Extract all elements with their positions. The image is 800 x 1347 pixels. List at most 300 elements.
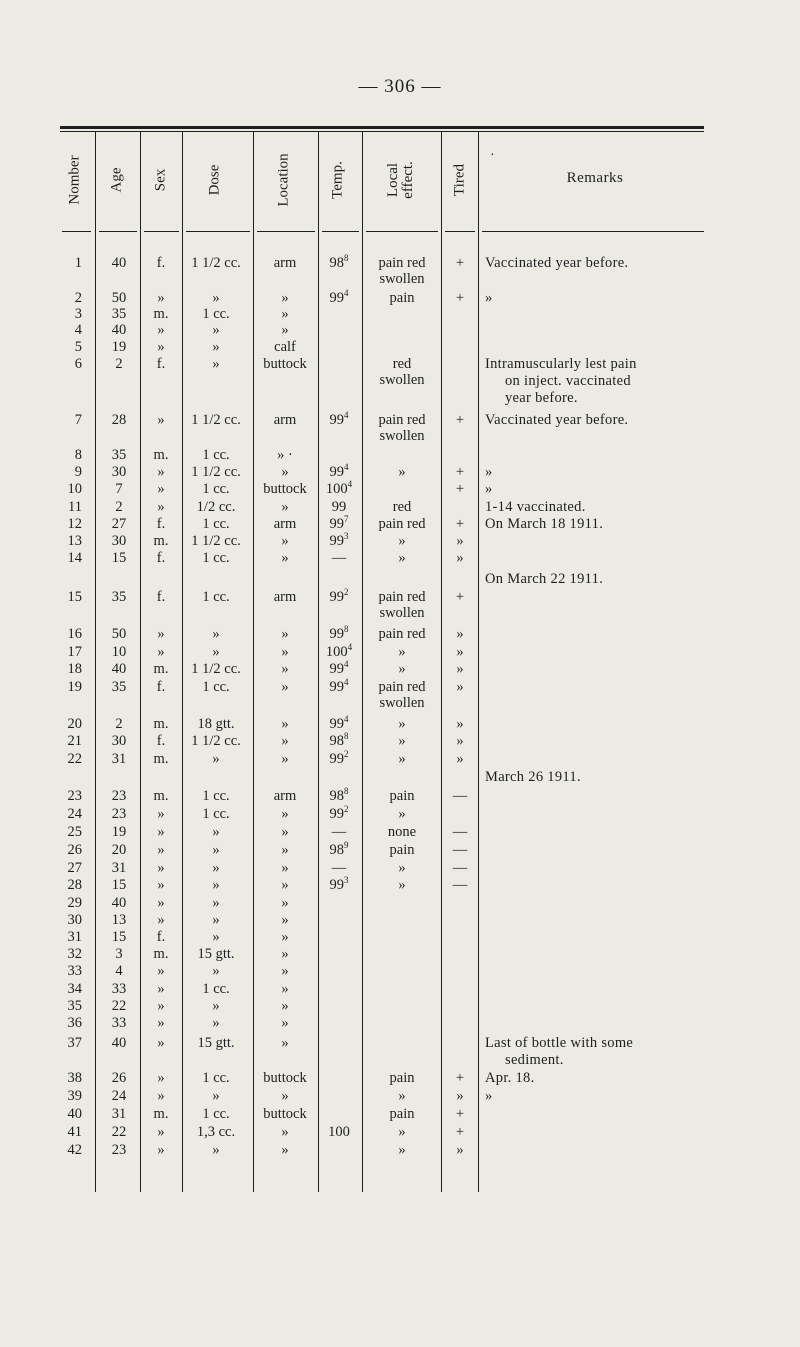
cell-sex (157, 550, 165, 566)
cell-age-value: 40 (111, 255, 127, 271)
cell-sex-value: » (157, 1035, 165, 1051)
cell-location-value: » (281, 751, 289, 767)
cell-local-effect-value: » (398, 550, 406, 566)
temp-fraction: 2 (344, 804, 349, 815)
cell-temp-value: 98 (329, 733, 344, 749)
column-divider (253, 132, 254, 1192)
cell-temp-value: — (331, 550, 347, 566)
cell-local-effect-value: » (398, 661, 406, 677)
cell-tired-value: » (456, 751, 464, 767)
cell-number-value: 40 (67, 1106, 82, 1122)
cell-number (75, 412, 82, 428)
cell-age (112, 626, 127, 642)
column-divider (318, 132, 319, 1192)
cell-sex (157, 1035, 164, 1051)
cell-remarks: » (485, 290, 493, 306)
cell-age-value: 15 (111, 929, 127, 945)
cell-sex (157, 589, 165, 605)
cell-dose-value: » (212, 877, 220, 893)
cell-sex (157, 1088, 164, 1104)
temp-fraction: 4 (344, 462, 349, 473)
cell-remarks: Last of bottle with some (485, 1035, 634, 1051)
cell-number-value: 25 (67, 824, 82, 840)
cell-number (68, 824, 83, 840)
cell-location-value: » (281, 679, 289, 695)
cell-sex (157, 481, 164, 497)
cell-number-value: 15 (67, 589, 82, 605)
header-sex: Sex (152, 168, 169, 192)
cell-sex-value: » (157, 1088, 165, 1104)
cell-age (115, 356, 122, 372)
cell-temp (330, 626, 349, 642)
cell-sex (157, 877, 164, 893)
cell-location-value: » (281, 550, 289, 566)
cell-temp-value: 99 (329, 589, 344, 605)
cell-sex (154, 447, 169, 463)
cell-local-effect (393, 356, 412, 372)
cell-dose (202, 1070, 229, 1086)
cell-temp-value: 99 (329, 751, 344, 767)
cell-dose (202, 481, 229, 497)
cell-number-value: 8 (74, 447, 82, 463)
cell-local-effect (398, 550, 405, 566)
cell-age (115, 499, 122, 515)
cell-tired (453, 824, 468, 840)
cell-remarks: » (485, 1088, 493, 1104)
cell-temp-value: 99 (329, 516, 344, 532)
cell-number-value: 36 (67, 1015, 82, 1031)
cell-number (68, 1035, 83, 1051)
cell-temp-value: — (331, 824, 347, 840)
column-divider (182, 132, 183, 1192)
cell-dose-value: » (212, 912, 220, 928)
cell-age-value: 2 (115, 356, 123, 372)
cell-number-value: 33 (67, 963, 82, 979)
cell-dose-value: 1 cc. (202, 589, 230, 605)
cell-age (112, 1015, 127, 1031)
cell-sex-value: » (157, 290, 165, 306)
cell-sex-value: » (157, 644, 165, 660)
cell-age-value: 26 (111, 1070, 127, 1086)
cell-temp (332, 860, 347, 876)
cell-number-value: 31 (67, 929, 82, 945)
cell-sex (154, 533, 169, 549)
cell-sex (157, 860, 164, 876)
cell-local-effect (398, 716, 405, 732)
cell-location (281, 1088, 288, 1104)
cell-location-value: » (281, 533, 289, 549)
cell-number-value: 41 (67, 1124, 82, 1140)
cell-location (277, 447, 293, 463)
cell-number-value: 21 (67, 733, 82, 749)
cell-temp-value: 99 (329, 464, 344, 480)
cell-temp (330, 255, 349, 271)
cell-temp-value: 100 (328, 1124, 350, 1140)
temp-fraction: 8 (344, 731, 349, 742)
header-separator (445, 231, 475, 232)
header-location: Location (275, 153, 292, 207)
cell-remarks: Vaccinated year before. (485, 255, 629, 271)
cell-remarks-cont: on inject. vaccinated (505, 373, 631, 389)
cell-tired-value: + (455, 412, 465, 428)
cell-temp-value: 98 (329, 842, 344, 858)
cell-age-value: 4 (115, 963, 123, 979)
cell-dose (191, 533, 241, 549)
cell-age-value: 33 (111, 981, 127, 997)
cell-temp (330, 877, 349, 893)
cell-tired-value: » (456, 661, 464, 677)
cell-remarks: March 26 1911. (485, 769, 581, 785)
cell-age-value: 24 (111, 1088, 127, 1104)
cell-location (274, 339, 296, 355)
cell-age-value: 35 (111, 447, 127, 463)
cell-location (281, 733, 288, 749)
cell-location-value: » (281, 946, 289, 962)
cell-number (68, 516, 83, 532)
cell-dose (202, 679, 229, 695)
cell-number (68, 1070, 83, 1086)
cell-sex (154, 306, 169, 322)
cell-number-value: 23 (67, 788, 82, 804)
cell-tired-value: + (455, 255, 465, 271)
cell-age (112, 1088, 127, 1104)
cell-location-value: arm (273, 788, 297, 804)
temp-fraction: 8 (344, 786, 349, 797)
cell-dose (212, 356, 219, 372)
cell-number-value: 19 (67, 679, 82, 695)
cell-sex (157, 412, 164, 428)
cell-age (112, 912, 127, 928)
cell-number (68, 661, 83, 677)
header-separator (144, 231, 179, 232)
cell-location-value: » (281, 1035, 289, 1051)
cell-dose (212, 751, 219, 767)
cell-age (112, 877, 127, 893)
cell-location (274, 788, 297, 804)
cell-temp (330, 290, 349, 306)
temp-fraction: 4 (347, 642, 353, 653)
header-local-effect: Local effect. (385, 161, 416, 199)
cell-sex (157, 981, 164, 997)
cell-tired (456, 733, 463, 749)
cell-sex-value: » (157, 1015, 165, 1031)
cell-sex-value: » (157, 981, 165, 997)
cell-location (281, 306, 288, 322)
cell-location-value: » (281, 1088, 289, 1104)
cell-dose-value: » (212, 290, 220, 306)
cell-temp (328, 1124, 350, 1140)
cell-dose-value: » (212, 626, 220, 642)
cell-location-value: buttock (263, 481, 307, 497)
cell-location (263, 356, 307, 372)
cell-tired (453, 788, 468, 804)
cell-number-value: 14 (67, 550, 82, 566)
cell-temp-value: 99 (329, 626, 344, 642)
cell-dose (202, 306, 229, 322)
cell-local-effect-value: pain (389, 788, 415, 804)
cell-age-value: 13 (111, 912, 127, 928)
cell-number-value: 37 (67, 1035, 82, 1051)
cell-number (68, 860, 83, 876)
cell-local-effect-value: pain red (378, 516, 426, 532)
cell-local-effect (398, 860, 405, 876)
cell-sex-value: » (157, 1124, 165, 1140)
cell-dose-value: 1/2 cc. (196, 499, 236, 515)
cell-location-value: calf (274, 339, 296, 355)
cell-tired (456, 1124, 464, 1140)
cell-sex-value: m. (153, 946, 169, 962)
cell-sex (154, 1106, 169, 1122)
cell-dose-value: » (212, 356, 220, 372)
cell-sex-value: m. (153, 447, 169, 463)
cell-sex (157, 1015, 164, 1031)
cell-number (68, 1106, 83, 1122)
cell-age (112, 998, 127, 1014)
cell-temp (330, 751, 349, 767)
cell-age-value: 23 (111, 788, 127, 804)
cell-local-effect-value: pain red (378, 679, 426, 695)
cell-tired (456, 644, 463, 660)
cell-dose (212, 1088, 219, 1104)
cell-age (112, 806, 127, 822)
cell-age-value: 22 (111, 1124, 127, 1140)
cell-temp (330, 516, 349, 532)
cell-number (68, 981, 83, 997)
cell-age-value: 31 (111, 1106, 127, 1122)
cell-dose (212, 1015, 219, 1031)
cell-age-value: 23 (111, 1142, 127, 1158)
header-number: Nomber (66, 155, 83, 205)
cell-tired-value: » (456, 626, 464, 642)
cell-number (75, 447, 82, 463)
cell-location-value: » (281, 998, 289, 1014)
cell-number (68, 842, 83, 858)
cell-location-value: » (281, 733, 289, 749)
cell-local-effect-value: » (398, 716, 406, 732)
cell-number (68, 1124, 83, 1140)
cell-number-value: 11 (68, 499, 82, 515)
cell-dose-value: » (212, 1015, 220, 1031)
cell-sex-value: m. (153, 661, 169, 677)
cell-dose (191, 255, 241, 271)
cell-dose (212, 290, 219, 306)
cell-location (281, 912, 288, 928)
cell-age (112, 679, 127, 695)
cell-number (75, 339, 82, 355)
cell-number-value: 12 (67, 516, 82, 532)
cell-dose-value: 1 cc. (202, 447, 230, 463)
cell-local-effect-value: » (398, 1142, 406, 1158)
cell-age-value: 40 (111, 661, 127, 677)
cell-number (68, 912, 83, 928)
cell-tired-value: + (455, 481, 465, 497)
cell-temp-value: 99 (329, 716, 344, 732)
cell-location (281, 998, 288, 1014)
cell-dose-value: 1 1/2 cc. (191, 464, 241, 480)
cell-location-value: arm (273, 412, 297, 428)
cell-dose-value: » (212, 963, 220, 979)
cell-tired (456, 1070, 464, 1086)
cell-sex (154, 751, 169, 767)
cell-location-value: buttock (263, 1106, 307, 1122)
cell-sex (157, 339, 164, 355)
cell-number (68, 877, 83, 893)
cell-local-effect-cont: swollen (379, 372, 425, 388)
cell-tired-value: — (452, 824, 468, 840)
cell-local-effect (390, 290, 415, 306)
cell-temp (330, 464, 349, 480)
cell-number-value: 27 (67, 860, 82, 876)
cell-location-value: » (281, 1015, 289, 1031)
cell-remarks: 1-14 vaccinated. (485, 499, 586, 515)
cell-local-effect-cont: swollen (379, 271, 425, 287)
cell-location (281, 751, 288, 767)
cell-temp (330, 842, 349, 858)
cell-number-value: 16 (67, 626, 82, 642)
cell-local-effect (398, 644, 405, 660)
cell-sex (157, 464, 164, 480)
cell-location-value: » (281, 290, 289, 306)
cell-sex (157, 963, 164, 979)
cell-dose (197, 716, 234, 732)
cell-dose (202, 516, 229, 532)
cell-local-effect-value: pain (389, 290, 415, 306)
cell-location-value: buttock (263, 1070, 307, 1086)
cell-local-effect (398, 806, 405, 822)
cell-dose-value: » (212, 824, 220, 840)
cell-sex-value: » (157, 824, 165, 840)
cell-sex (157, 255, 165, 271)
cell-location-value: » (281, 499, 289, 515)
cell-number-value: 35 (67, 998, 82, 1014)
cell-local-effect-value: pain (389, 1106, 415, 1122)
cell-tired (456, 464, 464, 480)
table-top-rule-thin (60, 131, 704, 132)
cell-location-value: » (281, 1142, 289, 1158)
cell-number-value: 4 (74, 322, 82, 338)
cell-sex-value: » (157, 626, 165, 642)
cell-sex-value: f. (156, 516, 166, 532)
cell-local-effect-value: pain red (378, 255, 426, 271)
cell-remarks: On March 18 1911. (485, 516, 604, 532)
cell-location (281, 464, 288, 480)
cell-tired-value: » (456, 1088, 464, 1104)
cell-dose-value: 1 cc. (202, 981, 230, 997)
cell-tired-value: » (456, 733, 464, 749)
cell-age (112, 322, 127, 338)
cell-age (115, 963, 122, 979)
cell-age-value: 7 (115, 481, 123, 497)
cell-dose (212, 626, 219, 642)
cell-sex-value: f. (156, 679, 166, 695)
cell-dose-value: 1,3 cc. (196, 1124, 236, 1140)
cell-age-value: 22 (111, 998, 127, 1014)
cell-age (112, 1142, 127, 1158)
cell-number (75, 322, 82, 338)
cell-local-effect (390, 788, 415, 804)
cell-number (68, 895, 83, 911)
cell-temp (330, 788, 349, 804)
cell-tired (453, 860, 468, 876)
cell-local-effect-value: none (387, 824, 417, 840)
temp-fraction: 4 (344, 677, 349, 688)
cell-local-effect-value: » (398, 1088, 406, 1104)
cell-number (68, 1142, 83, 1158)
cell-local-effect (393, 499, 412, 515)
cell-temp (330, 716, 349, 732)
cell-dose (212, 860, 219, 876)
cell-sex-value: m. (153, 716, 169, 732)
cell-number (68, 963, 83, 979)
cell-number (68, 499, 82, 515)
cell-dose (212, 929, 219, 945)
cell-temp-value: 100 (325, 481, 348, 497)
column-divider (362, 132, 363, 1192)
column-divider (478, 132, 479, 1192)
temp-fraction: 4 (344, 714, 349, 725)
cell-sex (154, 661, 169, 677)
cell-sex (157, 290, 164, 306)
cell-tired (456, 589, 464, 605)
cell-age (112, 533, 127, 549)
cell-number (68, 929, 83, 945)
cell-remarks: » (485, 464, 493, 480)
cell-tired (456, 412, 464, 428)
cell-sex-value: » (157, 1070, 165, 1086)
cell-location (281, 1015, 288, 1031)
cell-number-value: 24 (67, 806, 82, 822)
cell-age (112, 464, 127, 480)
cell-number (68, 806, 83, 822)
cell-temp-value: 99 (329, 533, 344, 549)
cell-dose (212, 339, 219, 355)
header-separator (186, 231, 250, 232)
cell-number (75, 306, 82, 322)
cell-local-effect (390, 842, 415, 858)
cell-age-value: 19 (111, 824, 127, 840)
cell-dose-value: 1 cc. (202, 679, 230, 695)
cell-age-value: 30 (111, 464, 127, 480)
cell-location (281, 981, 288, 997)
temp-fraction: 3 (344, 875, 349, 886)
cell-location-value: » (281, 644, 289, 660)
cell-age (115, 481, 122, 497)
cell-sex (157, 842, 164, 858)
cell-number (68, 1015, 83, 1031)
cell-local-effect (398, 733, 405, 749)
cell-location-value: » (281, 912, 289, 928)
cell-dose (212, 322, 219, 338)
cell-age-value: 27 (111, 516, 127, 532)
cell-local-effect-value: pain red (378, 626, 426, 642)
cell-location (281, 322, 288, 338)
cell-location-value: » (281, 322, 289, 338)
cell-sex (157, 356, 165, 372)
cell-dose (191, 412, 241, 428)
cell-number-value: 17 (67, 644, 82, 660)
temp-fraction: 4 (344, 659, 349, 670)
cell-local-effect-value: » (398, 733, 406, 749)
cell-age-value: 28 (111, 412, 127, 428)
cell-dose-value: » (212, 1142, 220, 1158)
cell-sex-value: m. (153, 788, 169, 804)
cell-age (112, 644, 127, 660)
cell-dose-value: » (212, 895, 220, 911)
cell-sex (157, 806, 164, 822)
cell-age (112, 1124, 127, 1140)
cell-sex-value: f. (156, 550, 166, 566)
cell-number-value: 26 (67, 842, 82, 858)
